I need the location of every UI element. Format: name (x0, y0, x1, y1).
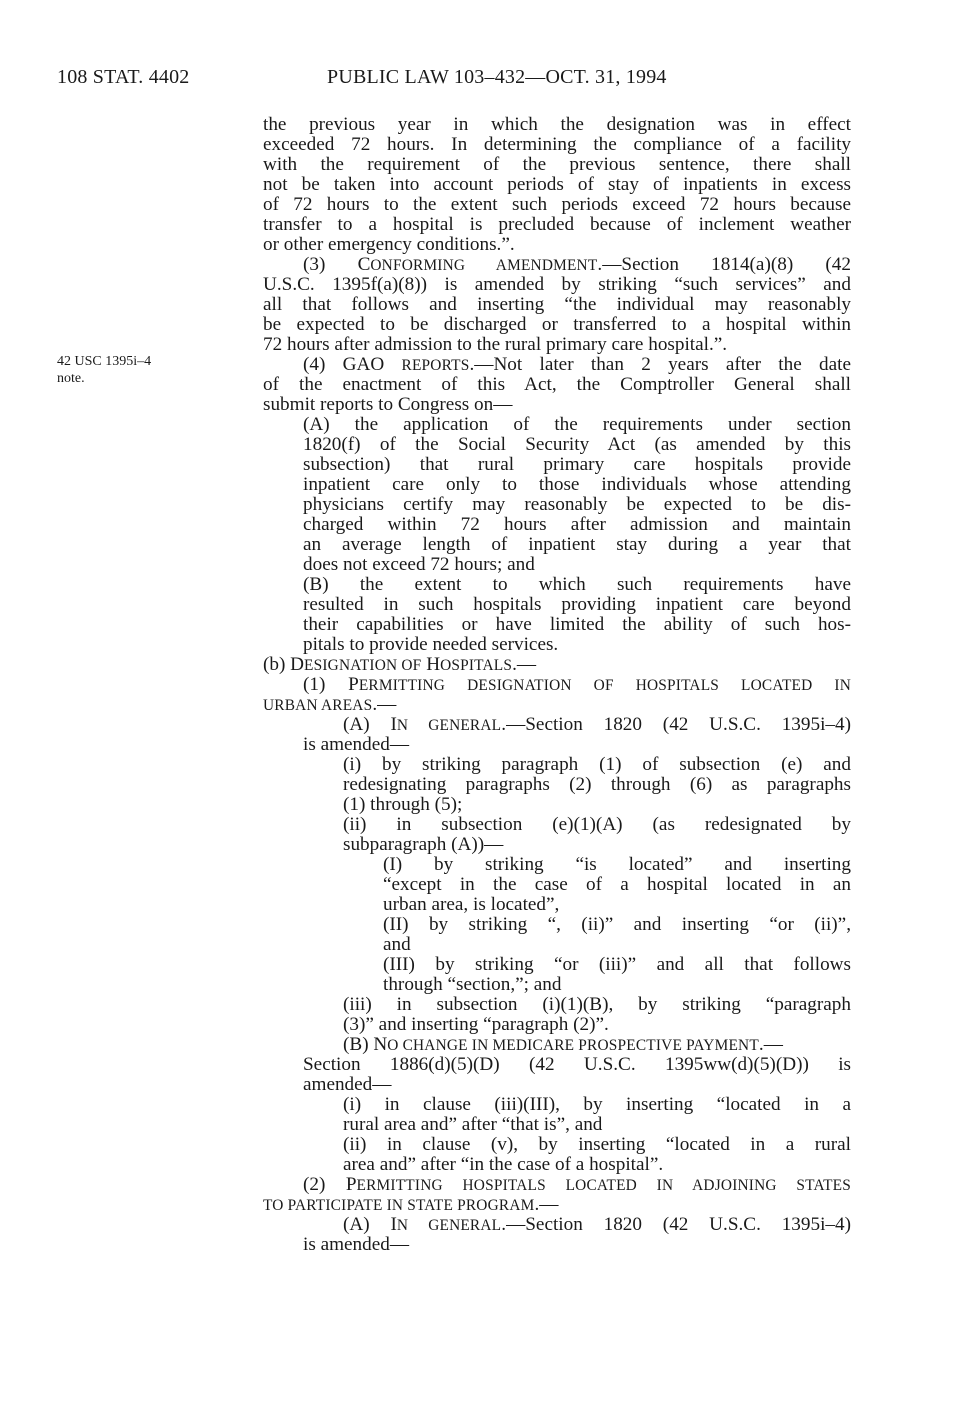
text-line: their capabilities or have limited the ability of such hos- (303, 614, 851, 635)
text-line: through “section,”; and (383, 974, 562, 995)
text-line: is amended— (303, 1234, 410, 1255)
text-line: the previous year in which the designation was in effect (263, 114, 851, 135)
text-line: (I) by striking “is located” and inserting (383, 854, 851, 875)
text-line: exceeded 72 hours. In determining the compliance of a facility (263, 134, 851, 155)
text-line: (A) the application of the requirements under section (303, 414, 851, 435)
text-line: redesignating paragraphs (2) through (6) as paragraphs (343, 774, 851, 795)
text-line: (ii) in clause (v), by inserting “located in a rural (343, 1134, 851, 1155)
text-line: pitals to provide needed services. (303, 634, 559, 655)
text-line: U.S.C. 1395f(a)(8)) is amended by striking “such services” and (263, 274, 851, 295)
heading-gao-reports: (4) GAO REPORTS.—Not later than 2 years after the date (303, 354, 851, 375)
text-line: (1) through (5); (343, 794, 463, 815)
text-line: of the enactment of this Act, the Comptroller General shall (263, 374, 851, 395)
page-header-stat: 108 STAT. 4402 (57, 66, 190, 88)
text-line: not be taken into account periods of stay of inpatients in excess (263, 174, 851, 195)
heading-adjoining-states-cont: TO PARTICIPATE IN STATE PROGRAM.— (263, 1194, 559, 1215)
text-line: all that follows and inserting “the individual may reasonably (263, 294, 851, 315)
heading-designation-of-hospitals: (b) DESIGNATION OF HOSPITALS.— (263, 654, 537, 675)
text-line: area and” after “in the case of a hospital”. (343, 1154, 664, 1175)
margin-note-suffix: note. (57, 371, 85, 386)
text-line: (B) the extent to which such requirements have (303, 574, 851, 595)
text-line: an average length of inpatient stay during a year that (303, 534, 851, 555)
margin-note-citation: 42 USC 1395i–4 (57, 354, 152, 369)
heading-adjoining-states: (2) PERMITTING HOSPITALS LOCATED IN ADJOINING STATES (303, 1174, 852, 1195)
text-line: does not exceed 72 hours; and (303, 554, 535, 575)
text-line: with the requirement of the previous sentence, there shall (263, 154, 851, 175)
text-line: (i) in clause (iii)(III), by inserting “located in a (343, 1094, 851, 1115)
text-line: charged within 72 hours after admission and maintain (303, 514, 851, 535)
text-line: resulted in such hospitals providing inpatient care beyond (303, 594, 851, 615)
text-line: inpatient care only to those individuals whose attending (303, 474, 851, 495)
text-line: or other emergency conditions.”. (263, 234, 515, 255)
text-line: (iii) in subsection (i)(1)(B), by striking “paragraph (343, 994, 851, 1015)
text-line: subparagraph (A))— (343, 834, 504, 855)
text-line: subsection) that rural primary care hospitals provide (303, 454, 851, 475)
heading-conforming-amendment: (3) CONFORMING AMENDMENT.—Section 1814(a)(8) (42 (303, 254, 851, 275)
heading-permitting-designation-cont: URBAN AREAS.— (263, 694, 397, 715)
heading-in-general: (A) IN GENERAL.—Section 1820 (42 U.S.C. 1395i–4) (343, 1214, 851, 1235)
heading-permitting-designation: (1) PERMITTING DESIGNATION OF HOSPITALS LOCATED IN (303, 674, 852, 695)
text-line: Section 1886(d)(5)(D) (42 U.S.C. 1395ww(d)(5)(D)) is (303, 1054, 851, 1075)
text-line: amended— (303, 1074, 392, 1095)
page-header-law: PUBLIC LAW 103–432—OCT. 31, 1994 (327, 66, 667, 88)
text-line: (ii) in subsection (e)(1)(A) (as redesignated by (343, 814, 851, 835)
text-line: of 72 hours to the extent such periods exceed 72 hours because (263, 194, 851, 215)
text-line: 1820(f) of the Social Security Act (as amended by this (303, 434, 851, 455)
heading-no-change-medicare: (B) NO CHANGE IN MEDICARE PROSPECTIVE PAYMENT.— (343, 1034, 783, 1055)
text-line: and (383, 934, 411, 955)
text-line: “except in the case of a hospital located in an (383, 874, 851, 895)
text-line: transfer to a hospital is precluded because of inclement weather (263, 214, 851, 235)
text-line: (II) by striking “, (ii)” and inserting “or (ii)”, (383, 914, 851, 935)
text-line: submit reports to Congress on— (263, 394, 513, 415)
document-body (263, 115, 851, 1255)
text-line: be expected to be discharged or transferred to a hospital within (263, 314, 851, 335)
text-line: (III) by striking “or (iii)” and all that follows (383, 954, 851, 975)
text-line: rural area and” after “that is”, and (343, 1114, 603, 1135)
heading-in-general: (A) IN GENERAL.—Section 1820 (42 U.S.C. 1395i–4) (343, 714, 851, 735)
text-line: physicians certify may reasonably be expected to be dis- (303, 494, 851, 515)
text-line: (3)” and inserting “paragraph (2)”. (343, 1014, 609, 1035)
text-line: 72 hours after admission to the rural primary care hospital.”. (263, 334, 728, 355)
text-line: (i) by striking paragraph (1) of subsection (e) and (343, 754, 851, 775)
text-line: urban area, is located”, (383, 894, 560, 915)
text-line: is amended— (303, 734, 410, 755)
